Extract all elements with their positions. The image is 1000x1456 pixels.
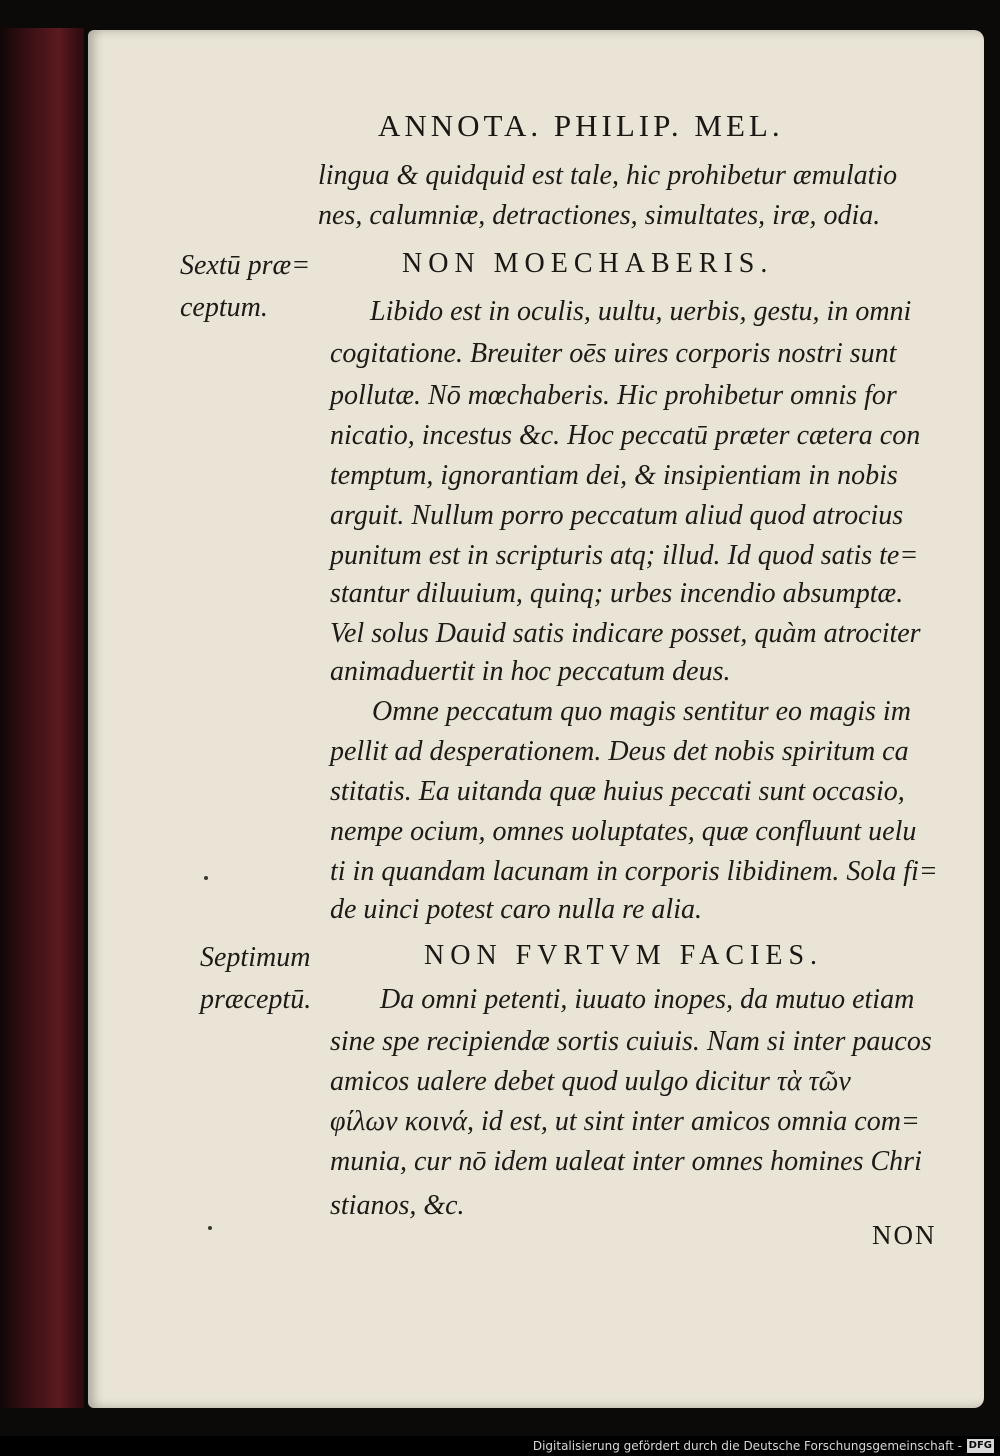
marginal-note: Septimum [200,942,311,973]
body-line: ti in quandam lacunam in corporis libidinem. Sola fi= [330,856,938,887]
running-title: ANNOTA. PHILIP. MEL. [378,108,784,143]
body-line: nicatio, incestus &c. Hoc peccatū præter cætera con [330,420,921,451]
body-line: stantur diluuium, quinq; urbes incendio absumptæ. [330,578,904,609]
section-heading: NON MOECHABERIS. [402,248,774,279]
paper-speck [204,876,208,880]
body-line: Libido est in oculis, uultu, uerbis, gestu, in omni [370,296,912,327]
funding-credit: Digitalisierung gefördert durch die Deutsche Forschungsgemeinschaft - [532,1439,962,1453]
body-line: sine spe recipiendæ sortis cuiuis. Nam si inter paucos [330,1026,932,1057]
dfg-logo: DFG [968,1440,992,1451]
marginal-note: Sextū præ= [180,250,311,281]
body-line: amicos ualere debet quod uulgo dicitur τὰ τῶν [330,1066,851,1097]
marginal-note: ceptum. [180,292,268,323]
body-line: lingua & quidquid est tale, hic prohibetur æmulatio [318,160,898,191]
body-line: Omne peccatum quo magis sentitur eo magis im [372,696,911,727]
body-line: pellit ad desperationem. Deus det nobis spiritum ca [330,736,909,767]
body-line: φίλων κοινά, id est, ut sint inter amicos omnia com= [330,1106,920,1137]
paper-speck [208,1226,212,1230]
body-line: temptum, ignorantiam dei, & insipientiam in nobis [330,460,898,491]
body-line: Vel solus Dauid satis indicare posset, quàm atrociter [330,618,921,649]
catchword: NON [872,1220,937,1250]
footer-bar [0,1436,1000,1456]
body-line: pollutæ. Nō mœchaberis. Hic prohibetur omnis for [330,380,897,411]
body-line: cogitatione. Breuiter oēs uires corporis nostri sunt [330,338,897,369]
body-line: Da omni petenti, iuuato inopes, da mutuo etiam [380,984,915,1015]
section-heading: NON FVRTVM FACIES. [424,940,824,971]
body-line: nes, calumniæ, detractiones, simultates, iræ, odia. [318,200,881,231]
body-line: animaduertit in hoc peccatum deus. [330,656,731,687]
body-line: nempe ocium, omnes uoluptates, quæ confluunt uelu [330,816,917,847]
book-binding-edge [0,28,84,1408]
body-line: punitum est in scripturis atq; illud. Id quod satis te= [330,540,919,571]
body-line: stianos, &c. [330,1190,465,1221]
body-line: munia, cur nō idem ualeat inter omnes homines Chri [330,1146,922,1177]
body-line: de uinci potest caro nulla re alia. [330,894,702,925]
body-line: stitatis. Ea uitanda quæ huius peccati sunt occasio, [330,776,905,807]
body-line: arguit. Nullum porro peccatum aliud quod atrocius [330,500,904,531]
marginal-note: præceptū. [200,984,312,1015]
